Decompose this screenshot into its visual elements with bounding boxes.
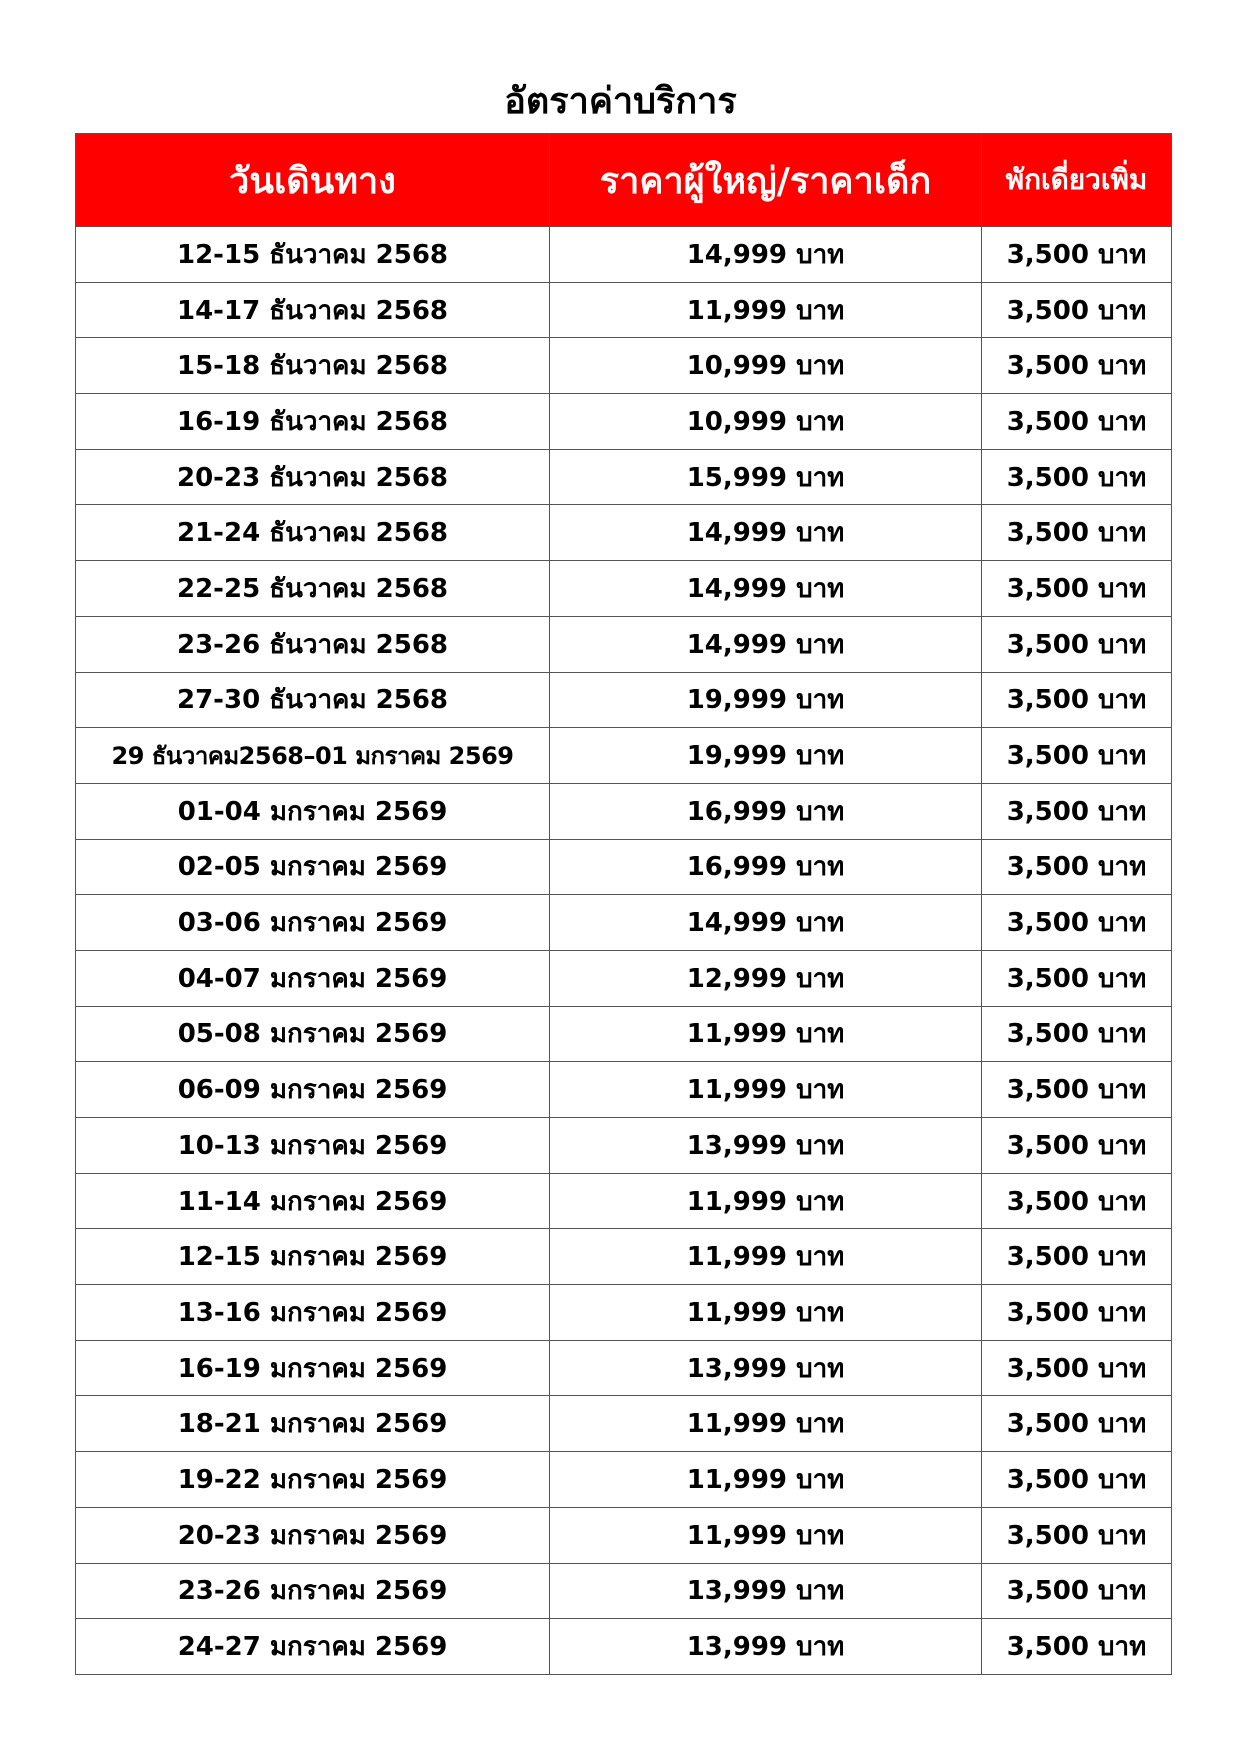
adult-child-price-cell: 14,999 บาท [550,561,982,617]
table-row [76,1563,1172,1619]
table-row [76,505,1172,561]
single-supplement-cell: 3,500 บาท [982,1396,1172,1452]
single-supplement-cell: 3,500 บาท [982,1340,1172,1396]
adult-child-price-cell: 19,999 บาท [550,728,982,784]
single-supplement-cell: 3,500 บาท [982,338,1172,394]
travel-date-cell: 02-05 มกราคม 2569 [76,839,550,895]
single-supplement-cell: 3,500 บาท [982,227,1172,283]
travel-date-cell: 13-16 มกราคม 2569 [76,1285,550,1341]
single-supplement-cell: 3,500 บาท [982,1285,1172,1341]
rates-table [75,133,1172,1675]
adult-child-price-cell: 12,999 บาท [550,950,982,1006]
adult-child-price-cell: 14,999 บาท [550,227,982,283]
single-supplement-cell: 3,500 บาท [982,1173,1172,1229]
travel-date-cell: 06-09 มกราคม 2569 [76,1062,550,1118]
travel-date-cell: 12-15 มกราคม 2569 [76,1229,550,1285]
adult-child-price-cell: 16,999 บาท [550,783,982,839]
travel-date-cell: 11-14 มกราคม 2569 [76,1173,550,1229]
table-row [76,728,1172,784]
single-supplement-cell: 3,500 บาท [982,1118,1172,1174]
adult-child-price-cell: 13,999 บาท [550,1619,982,1675]
rates-table-body [76,227,1172,1675]
table-row [76,449,1172,505]
travel-date-cell: 19-22 มกราคม 2569 [76,1452,550,1508]
table-row [76,1507,1172,1563]
adult-child-price-cell: 13,999 บาท [550,1340,982,1396]
travel-date-cell: 29 ธันวาคม2568–01 มกราคม 2569 [76,728,550,784]
table-row [76,1229,1172,1285]
table-row [76,839,1172,895]
table-row [76,282,1172,338]
single-supplement-cell: 3,500 บาท [982,895,1172,951]
adult-child-price-cell: 10,999 บาท [550,338,982,394]
single-supplement-cell: 3,500 บาท [982,1507,1172,1563]
table-row [76,672,1172,728]
adult-child-price-cell: 11,999 บาท [550,282,982,338]
adult-child-price-cell: 11,999 บาท [550,1062,982,1118]
travel-date-cell: 14-17 ธันวาคม 2568 [76,282,550,338]
single-supplement-cell: 3,500 บาท [982,394,1172,450]
table-header-row [76,134,1172,227]
adult-child-price-cell: 11,999 บาท [550,1452,982,1508]
adult-child-price-cell: 14,999 บาท [550,895,982,951]
table-row [76,1396,1172,1452]
table-row [76,394,1172,450]
travel-date-cell: 03-06 มกราคม 2569 [76,895,550,951]
travel-date-cell: 05-08 มกราคม 2569 [76,1006,550,1062]
travel-date-cell: 15-18 ธันวาคม 2568 [76,338,550,394]
single-supplement-cell: 3,500 บาท [982,1563,1172,1619]
table-row [76,616,1172,672]
single-supplement-cell: 3,500 บาท [982,1452,1172,1508]
table-row [76,1062,1172,1118]
adult-child-price-cell: 16,999 บาท [550,839,982,895]
adult-child-price-cell: 11,999 บาท [550,1173,982,1229]
travel-date-cell: 21-24 ธันวาคม 2568 [76,505,550,561]
single-supplement-cell: 3,500 บาท [982,1062,1172,1118]
travel-date-cell: 23-26 มกราคม 2569 [76,1563,550,1619]
travel-date-cell: 20-23 มกราคม 2569 [76,1507,550,1563]
table-row [76,950,1172,1006]
adult-child-price-cell: 11,999 บาท [550,1396,982,1452]
travel-date-cell: 18-21 มกราคม 2569 [76,1396,550,1452]
adult-child-price-cell: 11,999 บาท [550,1229,982,1285]
table-row [76,1619,1172,1675]
single-supplement-cell: 3,500 บาท [982,505,1172,561]
adult-child-price-cell: 19,999 บาท [550,672,982,728]
header-travel-date: วันเดินทาง [76,134,550,227]
table-row [76,561,1172,617]
single-supplement-cell: 3,500 บาท [982,1229,1172,1285]
page-title: อัตราค่าบริการ [504,81,737,122]
travel-date-cell: 23-26 ธันวาคม 2568 [76,616,550,672]
adult-child-price-cell: 11,999 บาท [550,1507,982,1563]
adult-child-price-cell: 15,999 บาท [550,449,982,505]
travel-date-cell: 01-04 มกราคม 2569 [76,783,550,839]
adult-child-price-cell: 11,999 บาท [550,1285,982,1341]
adult-child-price-cell: 14,999 บาท [550,505,982,561]
travel-date-cell: 20-23 ธันวาคม 2568 [76,449,550,505]
travel-date-cell: 24-27 มกราคม 2569 [76,1619,550,1675]
adult-child-price-cell: 13,999 บาท [550,1563,982,1619]
table-row [76,338,1172,394]
single-supplement-cell: 3,500 บาท [982,449,1172,505]
table-row [76,227,1172,283]
header-single-supplement: พักเดี่ยวเพิ่ม [982,134,1172,227]
table-row [76,1173,1172,1229]
single-supplement-cell: 3,500 บาท [982,561,1172,617]
adult-child-price-cell: 14,999 บาท [550,616,982,672]
table-row [76,895,1172,951]
travel-date-cell: 04-07 มกราคม 2569 [76,950,550,1006]
table-row [76,783,1172,839]
single-supplement-cell: 3,500 บาท [982,616,1172,672]
single-supplement-cell: 3,500 บาท [982,672,1172,728]
single-supplement-cell: 3,500 บาท [982,783,1172,839]
single-supplement-cell: 3,500 บาท [982,839,1172,895]
adult-child-price-cell: 13,999 บาท [550,1118,982,1174]
table-row [76,1452,1172,1508]
travel-date-cell: 16-19 ธันวาคม 2568 [76,394,550,450]
travel-date-cell: 27-30 ธันวาคม 2568 [76,672,550,728]
travel-date-cell: 12-15 ธันวาคม 2568 [76,227,550,283]
adult-child-price-cell: 11,999 บาท [550,1006,982,1062]
adult-child-price-cell: 10,999 บาท [550,394,982,450]
table-row [76,1006,1172,1062]
header-adult-child-price: ราคาผู้ใหญ่/ราคาเด็ก [550,134,982,227]
table-row [76,1340,1172,1396]
single-supplement-cell: 3,500 บาท [982,728,1172,784]
single-supplement-cell: 3,500 บาท [982,950,1172,1006]
travel-date-cell: 10-13 มกราคม 2569 [76,1118,550,1174]
travel-date-cell: 16-19 มกราคม 2569 [76,1340,550,1396]
travel-date-cell: 22-25 ธันวาคม 2568 [76,561,550,617]
table-row [76,1285,1172,1341]
single-supplement-cell: 3,500 บาท [982,1619,1172,1675]
single-supplement-cell: 3,500 บาท [982,282,1172,338]
single-supplement-cell: 3,500 บาท [982,1006,1172,1062]
table-row [76,1118,1172,1174]
